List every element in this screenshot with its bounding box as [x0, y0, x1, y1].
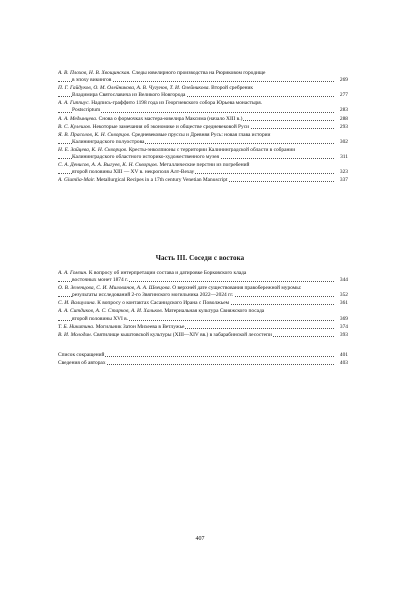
toc-entry-title: Калининградского областного историко-художественного музея [72, 154, 219, 161]
toc-entry-title: Владимира Святославича из Великого Новгорода [72, 92, 186, 99]
toc-entry-line [58, 132, 334, 139]
toc-entry-line [58, 270, 334, 277]
toc-entry-line [58, 308, 334, 315]
toc-entry-title: Следы ювелирного производства на Рюриковом городище [131, 70, 266, 76]
toc-entry-page: 337 [339, 177, 348, 184]
toc-entry-title: Второй сребреник [211, 85, 254, 92]
toc-entry [58, 324, 348, 331]
toc-entry [58, 85, 348, 99]
toc-entry [58, 116, 348, 123]
toc-entry-title: Средневековые пруссы и Древняя Русь: новая глава истории [131, 131, 271, 138]
toc-entry [58, 177, 348, 184]
toc-entry-line [58, 100, 334, 107]
toc-entry-title: Святилище кыштовской культуры (XIII—XIV вв.) в забарабинской лесостепи [93, 331, 272, 338]
toc-entry-title: Список сокращений [58, 352, 105, 358]
toc-entry-page: 311 [340, 154, 348, 161]
toc-entry-authors: Н. Е. Зайцева, К. Н. Скворцов. [58, 146, 129, 153]
toc-entry [58, 300, 348, 307]
toc-entry-title: К вопросу об интерпретации состава и датировке Борковского клада [88, 270, 247, 276]
toc-entry-authors: В. С. Кулешов. [58, 123, 93, 130]
toc-entry-page: 269 [339, 77, 348, 84]
toc-entry-line [58, 177, 334, 184]
toc-entry-title: второй половины XIII — XV в. некрополя Алт-Вехау [72, 169, 195, 176]
toc-entry-page: 288 [339, 115, 348, 122]
toc-entry [58, 162, 348, 176]
toc-entry [58, 147, 348, 161]
toc-entry-authors: В. И. Молодин. [58, 331, 94, 338]
toc-entry [58, 360, 348, 367]
toc-entry-line [58, 124, 334, 131]
toc-entry-title: результаты исследований 2-го Звягинского могильника 2022—2024 гг. [72, 292, 234, 299]
toc-entry-authors: А. А. Медынцева. [58, 115, 99, 122]
toc-entry-page: 323 [339, 169, 348, 176]
toc-section-part-iii [58, 270, 348, 340]
toc-entry-authors: О. В. Зеленцова, С. И. Милованов, А. А. Швецова. [58, 285, 173, 292]
toc-entry-page: 302 [339, 138, 348, 145]
toc-entry-page: 403 [339, 360, 348, 367]
toc-entry-title: Снова о формочках мастера-ювелира Максима (начало XIII в.) [98, 115, 243, 122]
toc-entry-line [58, 324, 334, 331]
toc-entry-title: Сведения об авторах [58, 360, 106, 367]
toc-entry [58, 70, 348, 84]
toc-entry-authors: С. А. Денисов, А. А. Выгуев, К. Н. Скворцов. [58, 162, 160, 169]
toc-entry-page: 352 [339, 292, 348, 299]
toc-entry-title: Могильник Затон Михеева в Ветлужье [95, 323, 185, 330]
toc-entry-line [58, 77, 334, 84]
toc-entry-page: 293 [339, 123, 348, 130]
toc-entry-authors: А. А. Ситдиков, А. С. Старков, А. И. Хальков. [58, 308, 165, 315]
toc-entry-line [58, 139, 334, 146]
toc-entry-title: К вопросу о контактах Сасанидского Ирана с Поволжьем [97, 300, 230, 307]
toc-entry-line [58, 85, 334, 92]
toc-entry-page: 283 [339, 107, 348, 114]
toc-entry-page: 361 [339, 300, 348, 307]
toc-entry-title: в эпоху викингов [72, 77, 112, 84]
toc-entry [58, 100, 348, 114]
toc-entry-page: 374 [339, 323, 348, 330]
toc-section-part-ii [58, 70, 348, 185]
toc-entry [58, 270, 348, 284]
toc-entry-line [58, 277, 334, 284]
toc-entry-line [58, 92, 334, 99]
toc-entry-title: Металлические перстни из погребений [159, 162, 250, 169]
toc-entry-line [58, 147, 334, 154]
toc-entry-line [58, 162, 334, 169]
toc-entry-page: 369 [339, 315, 348, 322]
toc-entry-line [58, 292, 334, 299]
toc-entry-title: Кресты-энколпионы с территории Калининградской области в собрании [128, 146, 296, 153]
toc-entry-line [58, 169, 334, 176]
page-number: 407 [195, 536, 205, 542]
toc-entry-authors: А. В. Плохов, Н. В. Хвощинская. [58, 70, 132, 76]
toc-entry-line [58, 360, 334, 367]
toc-entry-title: Калининградского полуострова [72, 138, 145, 145]
toc-entry-page: 401 [339, 352, 348, 358]
toc-entry-authors: С. И. Валиулина. [58, 300, 98, 307]
toc-entry-title: Metallurgical Recipes in a 17th century Venetian Manuscript [96, 177, 228, 184]
toc-entry-title: Материальная культура Свияжского посада [164, 308, 265, 315]
toc-entry [58, 352, 348, 359]
toc-entry-authors: А. А. Гиппиус. [58, 100, 92, 107]
toc-entry-authors: Я. В. Прасолов, К. Н. Скворцов. [58, 131, 132, 138]
toc-entry [58, 332, 348, 339]
toc-entry-page: 344 [339, 277, 348, 284]
toc-entry-title: Надпись-граффито 1198 года из Георгиевского собора Юрьева монастыря. [91, 100, 263, 107]
toc-entry-line [58, 352, 334, 359]
toc-entry-line [58, 332, 334, 339]
toc-entry-title: Некоторые замечания об экономике и обществе средневековой Руси [92, 123, 250, 130]
toc-entry-line [58, 300, 334, 307]
toc-entry-authors: П. Г. Гайдуков, О. М. Олейникова, А. В. Чугунов, Т. И. Олейникова. [58, 85, 212, 92]
toc-entry-line [58, 154, 334, 161]
toc-entry-authors: Т. Б. Никитина. [58, 323, 96, 330]
toc-entry-line [58, 116, 334, 123]
toc-entry-page: 277 [339, 92, 348, 99]
toc-entry [58, 132, 348, 146]
toc-entry-line [58, 107, 334, 114]
toc-entry-line [58, 285, 334, 292]
toc-entry [58, 308, 348, 322]
toc-entry-line [58, 70, 334, 77]
toc-entry [58, 124, 348, 131]
toc-entry-title: восточных монет 1874 г. [72, 277, 128, 284]
toc-entry-authors: A. Giumlia-Mair. [58, 177, 97, 184]
toc-entry [58, 285, 348, 299]
toc-entry-page: 393 [339, 331, 348, 338]
toc-section-appendix [58, 352, 348, 368]
toc-entry-title: второй половины XVI в. [72, 315, 129, 322]
toc-entry-line [58, 316, 334, 323]
part-iii-heading: Часть III. Соседи с востока [155, 254, 245, 262]
toc-entry-authors: А. А. Гомзин. [58, 270, 89, 276]
toc-entry-title: Postscriptum [72, 107, 101, 114]
toc-entry-title: О верхней дате существования правобережной муромы: [172, 285, 302, 292]
